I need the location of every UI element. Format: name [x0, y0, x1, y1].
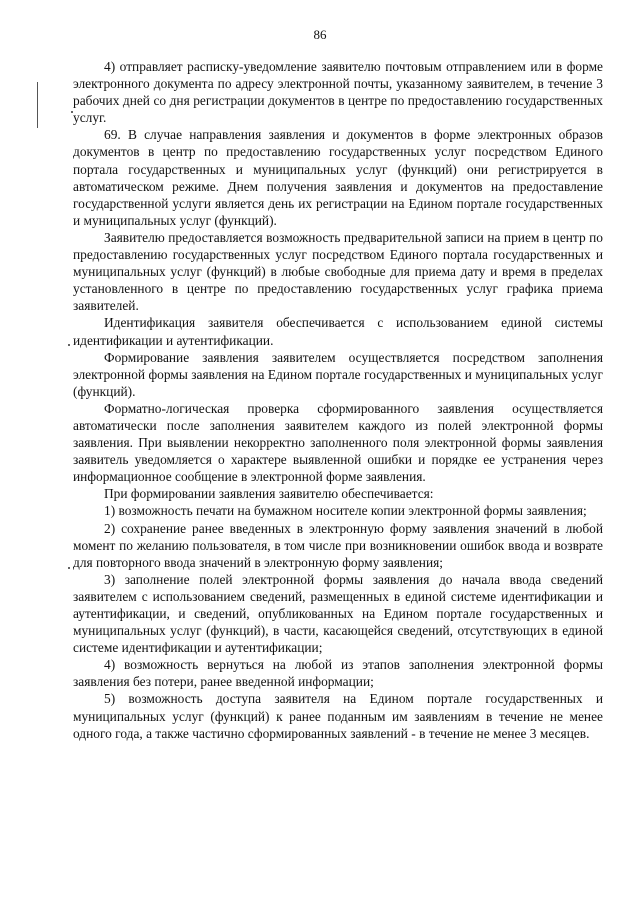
scan-dot: [68, 344, 70, 346]
paragraph: Идентификация заявителя обеспечивается с использованием единой системы идентификации и аутентификации.: [73, 315, 603, 348]
paragraph: При формировании заявления заявителю обеспечивается:: [104, 486, 434, 502]
paragraph: Заявителю предоставляется возможность предварительной записи на прием в центр по предоставлению государственных услуг посредством Единого портала государственных и муниципальных услуг (функций) в любые свободные для приема дату и время в пределах установленного в центре по предоставлению государственных услуг графика приема заявителей.: [73, 229, 603, 314]
paragraph: 4) возможность вернуться на любой из этапов заполнения электронной формы заявления без потери, ранее введенной информации;: [73, 657, 603, 690]
page-number: 86: [313, 27, 327, 42]
paragraph: 3) заполнение полей электронной формы заявления до начала ввода сведений заявителем с использованием сведений, размещенных в единой системе идентификации и аутентификации, и сведений, опубликованных на Едином портале государственных и муниципальных услуг (функций), в части, касающейся сведений, отсутствующих в единой системе идентификации и аутентификации;: [73, 571, 603, 656]
paragraph: 5) возможность доступа заявителя на Едином портале государственных и муниципальных услуг (функций) к ранее поданным им заявлениям в течение не менее одного года, а также частично сформированных заявлений - в течение не менее 3 месяцев.: [73, 691, 603, 741]
paragraph: 69. В случае направления заявления и документов в форме электронных образов документов в центр по предоставлению государственных услуг посредством Единого портала государственных и муниципальных услуг (функций) они регистрируется в автоматическом режиме. Днем получения заявления и документов на предоставление государственной услуги является день их регистрации на Едином портале государственных и муниципальных услуг (функций).: [73, 127, 603, 228]
paragraph: Форматно-логическая проверка сформированного заявления осуществляется автоматически после заполнения заявителем каждого из полей электронной формы заявления. При выявлении некорректно заполненного поля электронной формы заявления заявитель уведомляется о характере выявленной ошибки и порядке ее устранения через информационное сообщение в электронной форме заявления.: [73, 400, 603, 485]
paragraph: 2) сохранение ранее введенных в электронную форму заявления значений в любой момент по желанию пользователя, в том числе при возникновении ошибок ввода и возврате для повторного ввода значений в электронную форму заявления;: [73, 520, 603, 570]
margin-mark: [37, 82, 38, 128]
document-body: [73, 58, 603, 742]
paragraph: 4) отправляет расписку-уведомление заявителю почтовым отправлением или в форме электронного документа по адресу электронной почты, указанному заявителем, в течение 3 рабочих дней со дня регистрации документов в центре по предоставлению государственных услуг.: [73, 59, 603, 126]
paragraph: Формирование заявления заявителем осуществляется посредством заполнения электронной формы заявления на Едином портале государственных и муниципальных услуг (функций).: [73, 349, 603, 399]
paragraph: 1) возможность печати на бумажном носителе копии электронной формы заявления;: [104, 503, 587, 519]
scan-dot: [68, 567, 70, 569]
